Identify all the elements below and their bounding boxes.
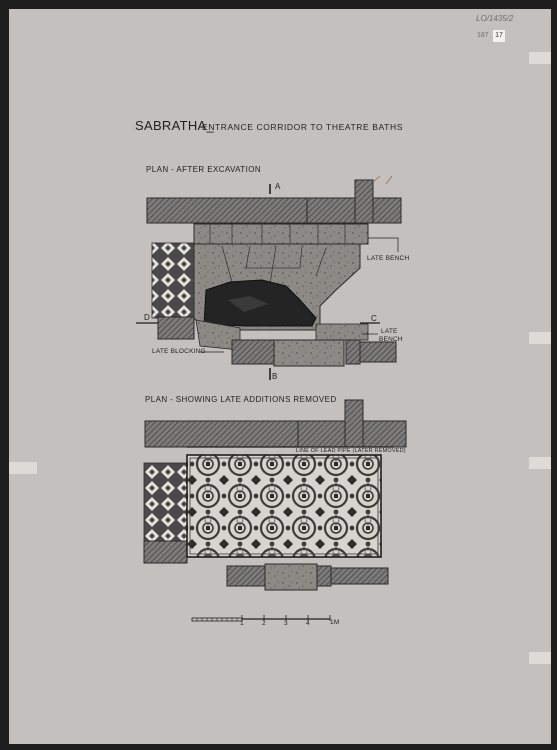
drawing-title-site: SABRATHA_ (135, 118, 215, 133)
plan1-title: PLAN - AFTER EXCAVATION (146, 165, 261, 174)
archive-reference: LO/1435/2 (476, 14, 514, 23)
section-marker-d: D (144, 313, 150, 322)
section-marker-b: B (272, 372, 278, 381)
section-marker-a: A (275, 182, 281, 191)
section-marker-c: C (371, 314, 377, 323)
label-late-bench-lower-1: LATE (381, 328, 398, 335)
scale-tick-2: 2 (262, 620, 266, 627)
scale-tick-1: 1 (240, 620, 244, 627)
label-late-bench-lower-2: BENCH (379, 336, 403, 343)
label-late-blocking: LATE BLOCKING (152, 348, 206, 355)
scale-unit: 1M (330, 619, 340, 626)
sheet-number: 187 (477, 32, 489, 39)
sheet-tag: 17 (493, 30, 505, 42)
plan2-title: PLAN - SHOWING LATE ADDITIONS REMOVED (145, 395, 337, 404)
plan-late-additions-removed (144, 400, 406, 590)
label-late-bench-upper: LATE BENCH (367, 255, 410, 262)
drawing-title-subject: ENTRANCE CORRIDOR TO THEATRE BATHS (202, 122, 403, 132)
scale-tick-3: 3 (284, 620, 288, 627)
scale-tick-4: 4 (306, 620, 310, 627)
label-lead-pipe: LINE OF LEAD PIPE (LATER REMOVED) (296, 448, 406, 454)
